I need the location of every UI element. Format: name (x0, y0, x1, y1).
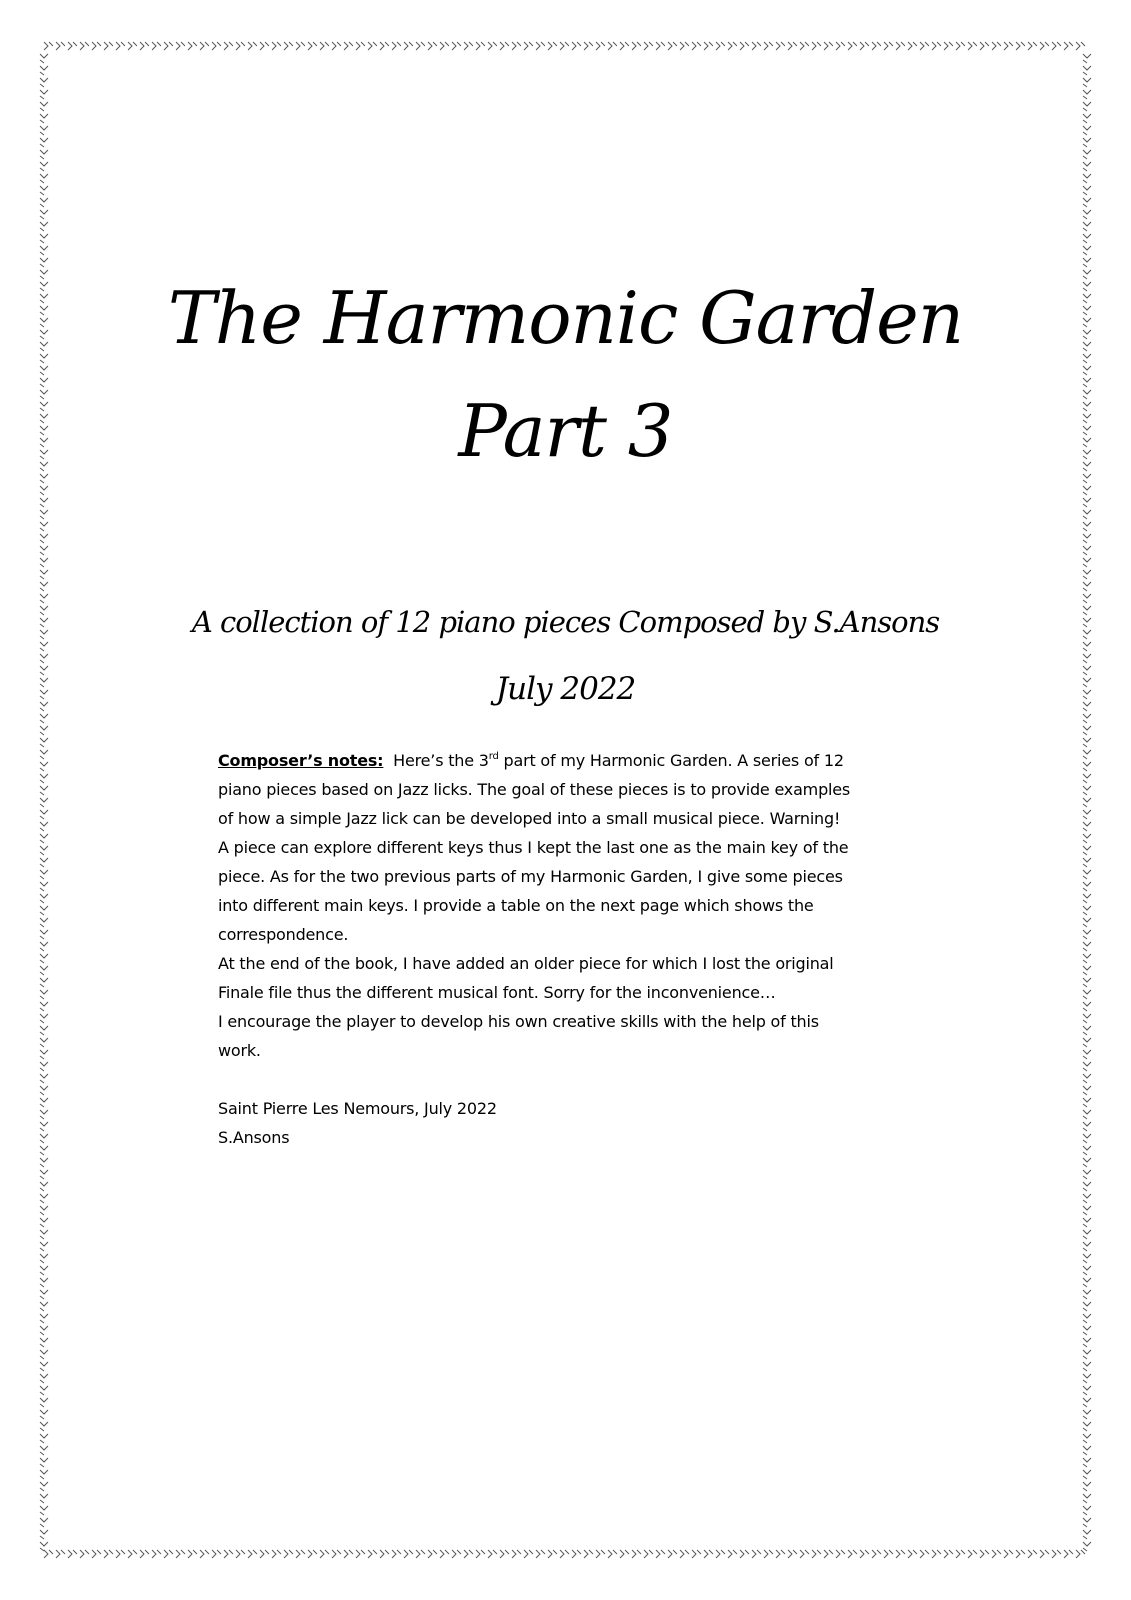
signature-name: S.Ansons (218, 1128, 290, 1147)
subtitle: A collection of 12 piano pieces Composed by S.Ansons (191, 605, 940, 639)
notes-line: At the end of the book, I have added an older piece for which I lost the original (218, 954, 834, 973)
notes-superscript: rd (488, 751, 499, 762)
notes-first-line (218, 746, 908, 775)
notes-heading: Composer’s notes: (218, 751, 384, 770)
notes-spacer (218, 1065, 908, 1094)
signature-place-date: Saint Pierre Les Nemours, July 2022 (218, 1099, 497, 1118)
notes-line: correspondence. (218, 925, 349, 944)
date-line: July 2022 (495, 671, 636, 707)
notes-line: work. (218, 1041, 261, 1060)
notes-text: part of my Harmonic Garden. A series of 12 (498, 751, 844, 770)
notes-line: Finale file thus the different musical font. Sorry for the inconvenience… (218, 983, 776, 1002)
notes-line: A piece can explore different keys thus I kept the last one as the main key of the (218, 838, 849, 857)
notes-text: Here’s the 3 (393, 751, 489, 770)
notes-line: piece. As for the two previous parts of my Harmonic Garden, I give some pieces (218, 867, 843, 886)
notes-line: piano pieces based on Jazz licks. The goal of these pieces is to provide examples (218, 780, 851, 799)
title-line-1: The Harmonic Garden (167, 276, 964, 360)
notes-line: into different main keys. I provide a table on the next page which shows the (218, 896, 814, 915)
composers-notes (218, 746, 908, 1152)
notes-line: of how a simple Jazz lick can be developed into a small musical piece. Warning! (218, 809, 841, 828)
title-line-2: Part 3 (458, 389, 673, 473)
notes-line: I encourage the player to develop his own creative skills with the help of this (218, 1012, 819, 1031)
